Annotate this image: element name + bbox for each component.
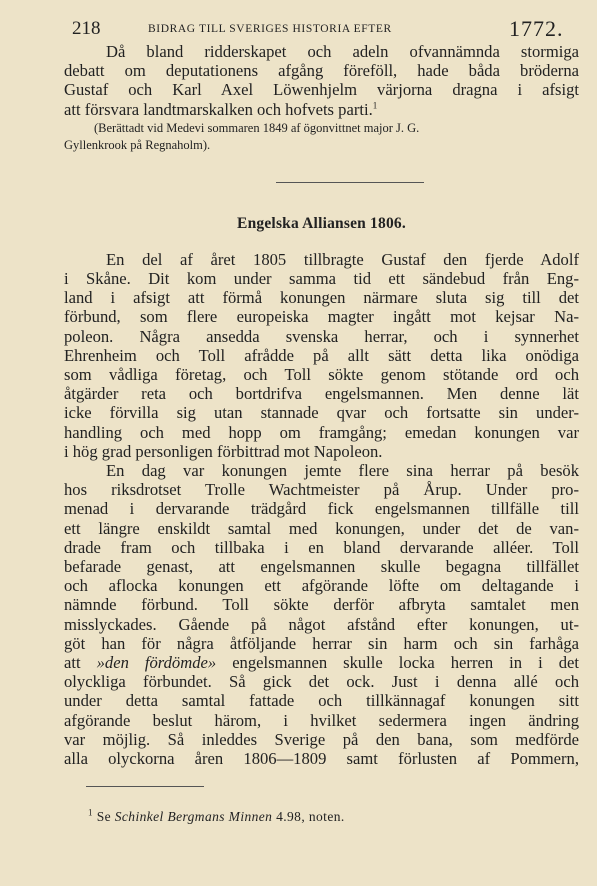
page-header <box>64 18 579 42</box>
source-note-line: (Berättadt vid Medevi sommaren 1849 af ögonvittnet major J. G. <box>94 120 420 135</box>
running-title-year: 1772. <box>509 16 564 41</box>
text-line: som vådliga företag, och Toll sökte genom stötande ord och <box>64 365 579 385</box>
text-line: En del af året 1805 tillbragte Gustaf den fjerde Adolf <box>106 249 579 269</box>
text-fragment: engelsmannen skulle locka herren in i det <box>216 653 579 673</box>
text-line: i hög grad personligen förbittrad mot Napoleon. <box>64 441 383 461</box>
text-line: menad i dervarande trädgård fick engelsmannen tillfälle till <box>64 499 579 519</box>
text-line: Ehrenheim och Toll afrådde på allt sätt detta lika onödiga <box>64 345 579 365</box>
text-line: åtgärder reta och bortdrifva engelsmannen. Men denne lät <box>64 384 579 404</box>
text-fragment: att <box>64 653 97 673</box>
running-title: BIDRAG TILL SVERIGES HISTORIA EFTER <box>148 23 392 35</box>
text-line: afgörande beslut härom, i hvilket sedermera ingen ändring <box>64 710 579 730</box>
text-line: Då bland ridderskapet och adeln ofvannämnda stormiga <box>106 42 579 61</box>
footnote-marker: 1 <box>88 807 93 818</box>
text-line: drade fram och tillbaka i en bland dervarande alléer. Toll <box>64 537 579 557</box>
text-line: icke förvilla sig utan stannade qvar och fortsatte sin under- <box>64 403 579 423</box>
text-line: och aflocka konungen ett afgörande löfte om deltagande i <box>64 576 579 596</box>
footnote-marker: 1 <box>372 100 378 111</box>
text-line: nämnde förbund. Toll sökte derför afbryta samtalet men <box>64 595 579 615</box>
text-line: misslyckades. Gående på något afstånd efter konungen, ut- <box>64 614 579 634</box>
source-note-line: Gyllenkrook på Regnaholm). <box>64 137 211 152</box>
footnote <box>88 809 579 825</box>
section-heading: Engelska Alliansen 1806. <box>237 214 406 232</box>
text-line-content: att försvara landtmarskalken och hofvets parti. <box>64 99 373 119</box>
footnote-title: Schinkel Bergmans Minnen <box>114 809 273 825</box>
page-number: 218 <box>72 18 101 39</box>
text-line: land i afsigt att förmå konungen närmare sluta sig till det <box>64 288 579 308</box>
text-line: Gustaf och Karl Axel Löwenhjelm värjorna dragna i afsigt <box>64 80 579 100</box>
text-line: debatt om deputationens afgång föreföll, hade båda bröderna <box>64 61 579 81</box>
text-line: i Skåne. Dit kom under samma tid ett sändebud från Eng- <box>64 269 579 289</box>
section-divider <box>276 182 424 183</box>
footnote-suffix: 4.98, noten. <box>272 809 345 825</box>
text-line <box>64 100 579 119</box>
text-line: alla olyckorna åren 1806—1809 samt förlusten af Pommern, <box>64 749 579 769</box>
text-line: göt han för några åtföljande herrar sin harm och sin farhåga <box>64 633 579 653</box>
text-line <box>64 653 579 672</box>
quoted-phrase: »den fördömde» <box>96 653 217 673</box>
text-line: befarade genast, att engelsmannen skulle begagna tillfället <box>64 557 579 577</box>
opening-paragraph <box>64 42 579 119</box>
text-line: En dag var konungen jemte flere sina herrar på besök <box>106 461 579 481</box>
text-line: var möjlig. Så inleddes Sverige på den bana, som medförde <box>64 729 579 749</box>
source-note <box>64 120 579 154</box>
text-line: handling och med hopp om framgång; emedan konungen var <box>64 422 579 442</box>
text-line: ett längre enskildt samtal med konungen, under det de van- <box>64 518 579 538</box>
footnote-prefix: Se <box>96 809 115 825</box>
text-line: poleon. Några ansedda svenska herrar, och i synnerhet <box>64 326 579 346</box>
paragraph-one <box>64 250 579 461</box>
text-line: under detta samtal fattade och tillkännagaf konungen sitt <box>64 691 579 711</box>
text-line: förbund, som flere europeiska magter ingått mot kejsar Na- <box>64 307 579 327</box>
text-line: hos riksdrotset Trolle Wachtmeister på Årup. Under pro- <box>64 480 579 500</box>
text-line: olyckliga förbundet. Så gick det ock. Just i denna allé och <box>64 672 579 692</box>
footnote-rule <box>86 786 204 787</box>
paragraph-two <box>64 461 579 768</box>
